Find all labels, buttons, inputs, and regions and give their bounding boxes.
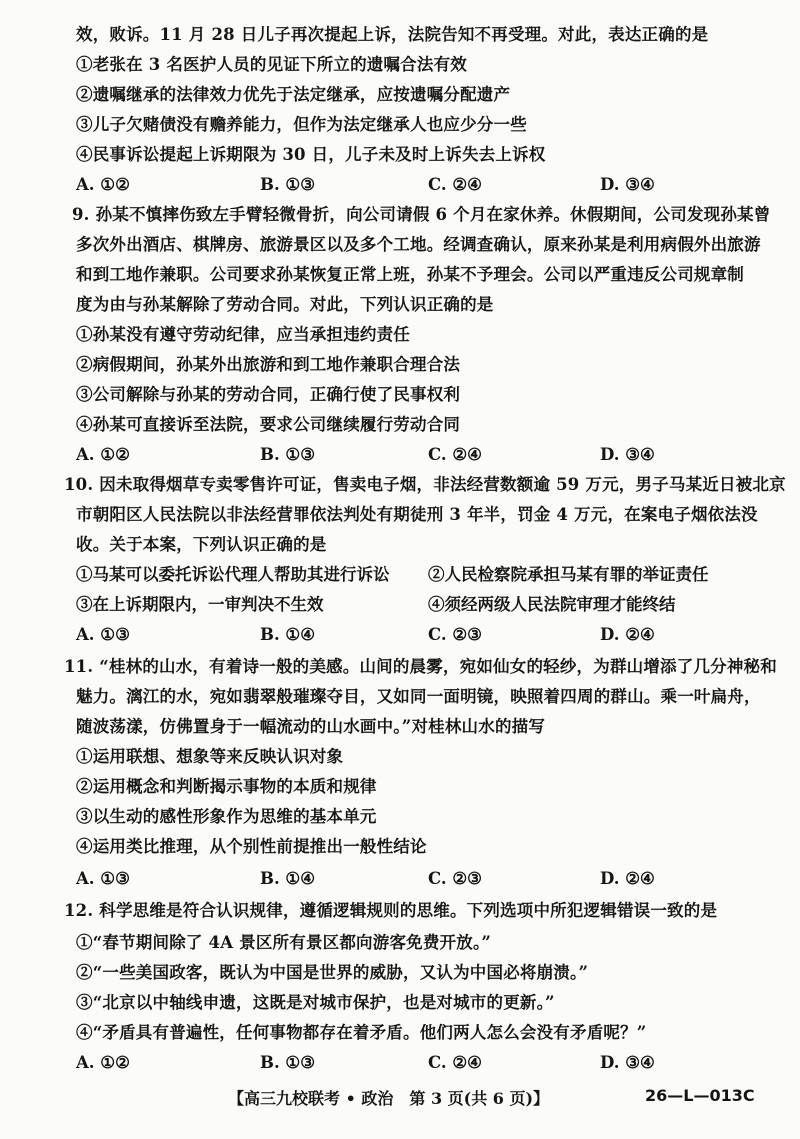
q12-statement-1: ①“春节期间除了 4A 景区所有景区都向游客免费开放。” bbox=[76, 933, 492, 952]
q9-option-a: A. ①② bbox=[76, 445, 130, 464]
q12-statement-4: ④“矛盾具有普遍性，任何事物都存在着矛盾。他们两人怎么会没有矛盾呢？” bbox=[76, 1023, 647, 1042]
q10-stem-line-3: 收。关于本案，下列认识正确的是 bbox=[76, 535, 327, 554]
q11-option-d: D. ②④ bbox=[600, 869, 655, 888]
paper-code: 26—L—013C bbox=[645, 1086, 755, 1105]
q9-statement-1: ①孙某没有遵守劳动纪律，应当承担违约责任 bbox=[76, 325, 410, 344]
q10-stem-line-2: 市朝阳区人民法院以非法经营罪依法判处有期徒刑 3 年半，罚金 4 万元，在案电子烟依法没 bbox=[76, 505, 758, 524]
q12-stem: 12. 科学思维是符合认识规律，遵循逻辑规则的思维。下列选项中所犯逻辑错误一致的是 bbox=[64, 901, 718, 920]
q9-statement-4: ④孙某可直接诉至法院，要求公司继续履行劳动合同 bbox=[76, 415, 461, 434]
q9-option-c: C. ②④ bbox=[428, 445, 482, 464]
q8-option-d: D. ③④ bbox=[600, 175, 655, 194]
q11-option-b: B. ①④ bbox=[260, 869, 316, 888]
q11-options bbox=[76, 868, 756, 890]
q8-statement-4: ④民事诉讼提起上诉期限为 30 日，儿子未及时上诉失去上诉权 bbox=[76, 145, 546, 164]
q11-statement-4: ④运用类比推理，从个别性前提推出一般性结论 bbox=[76, 837, 427, 856]
q10-statement-1: ①马某可以委托诉讼代理人帮助其进行诉讼 bbox=[76, 565, 390, 584]
q8-statement-2: ②遗嘱继承的法律效力优先于法定继承，应按遗嘱分配遗产 bbox=[76, 85, 511, 104]
q9-option-d: D. ③④ bbox=[600, 445, 655, 464]
q11-statement-3: ③以生动的感性形象作为思维的基本单元 bbox=[76, 807, 377, 826]
q11-stem-line-1: 11. “桂林的山水，有着诗一般的美感。山间的晨雾，宛如仙女的轻纱，为群山增添了几分神秘和 bbox=[64, 657, 777, 676]
q9-stem-line-1: 9. 孙某不慎摔伤致左手臂轻微骨折，向公司请假 6 个月在家休养。休假期间，公司发现孙某曾 bbox=[72, 205, 771, 224]
q10-stem-line-1: 10. 因未取得烟草专卖零售许可证，售卖电子烟，非法经营数额逾 59 万元，男子马某近日被北京 bbox=[64, 475, 786, 494]
q9-options bbox=[76, 444, 756, 466]
q8-statement-3: ③儿子欠赌债没有赡养能力，但作为法定继承人也应少分一些 bbox=[76, 115, 527, 134]
q9-stem-line-4: 度为由与孙某解除了劳动合同。对此，下列认识正确的是 bbox=[76, 295, 494, 314]
q11-option-c: C. ②③ bbox=[428, 869, 482, 888]
q12-statement-3: ③“北京以中轴线申遗，这既是对城市保护，也是对城市的更新。” bbox=[76, 993, 555, 1012]
q8-option-c: C. ②④ bbox=[428, 175, 482, 194]
q9-statement-3: ③公司解除与孙某的劳动合同，正确行使了民事权利 bbox=[76, 385, 461, 404]
q10-option-a: A. ①③ bbox=[76, 625, 130, 644]
q10-option-b: B. ①④ bbox=[260, 625, 316, 644]
q12-option-d: D. ③④ bbox=[600, 1053, 655, 1072]
exam-footer-title: 【高三九校联考 • 政治 第 3 页(共 6 页)】 bbox=[228, 1089, 550, 1108]
q10-option-d: D. ②④ bbox=[600, 625, 655, 644]
q12-option-b: B. ①③ bbox=[260, 1053, 316, 1072]
q8-statement-1: ①老张在 3 名医护人员的见证下所立的遗嘱合法有效 bbox=[76, 55, 467, 74]
q8-stem-end: 效，败诉。11 月 28 日儿子再次提起上诉，法院告知不再受理。对此，表达正确的是 bbox=[76, 25, 709, 44]
q12-options bbox=[76, 1052, 756, 1074]
q11-option-a: A. ①③ bbox=[76, 869, 130, 888]
q10-options bbox=[76, 624, 756, 646]
page-footer bbox=[0, 1086, 800, 1110]
q9-stem-line-3: 和到工地作兼职。公司要求孙某恢复正常上班，孙某不予理会。公司以严重违反公司规章制 bbox=[76, 265, 744, 284]
q9-option-b: B. ①③ bbox=[260, 445, 316, 464]
q10-statements-row-2 bbox=[76, 594, 766, 616]
q8-option-b: B. ①③ bbox=[260, 175, 316, 194]
q10-statement-2: ②人民检察院承担马某有罪的举证责任 bbox=[428, 565, 709, 584]
q10-statement-3: ③在上诉期限内，一审判决不生效 bbox=[76, 595, 324, 614]
q11-stem-line-2: 魅力。漓江的水，宛如翡翠般璀璨夺目，又如同一面明镜，映照着四周的群山。乘一叶扁舟， bbox=[76, 687, 761, 706]
q9-stem-line-2: 多次外出酒店、棋牌房、旅游景区以及多个工地。经调查确认，原来孙某是利用病假外出旅游 bbox=[76, 235, 761, 254]
q8-options bbox=[76, 174, 756, 196]
q8-option-a: A. ①② bbox=[76, 175, 130, 194]
q12-option-c: C. ②④ bbox=[428, 1053, 482, 1072]
q10-statement-4: ④须经两级人民法院审理才能终结 bbox=[428, 595, 676, 614]
q11-statement-1: ①运用联想、想象等来反映认识对象 bbox=[76, 747, 344, 766]
q11-stem-line-3: 随波荡漾，仿佛置身于一幅流动的山水画中。”对桂林山水的描写 bbox=[76, 717, 546, 736]
q10-statements-row-1 bbox=[76, 564, 766, 586]
q9-statement-2: ②病假期间，孙某外出旅游和到工地作兼职合理合法 bbox=[76, 355, 461, 374]
q12-option-a: A. ①② bbox=[76, 1053, 130, 1072]
q12-statement-2: ②“一些美国政客，既认为中国是世界的威胁，又认为中国必将崩溃。” bbox=[76, 963, 589, 982]
q10-option-c: C. ②③ bbox=[428, 625, 482, 644]
q11-statement-2: ②运用概念和判断揭示事物的本质和规律 bbox=[76, 777, 377, 796]
